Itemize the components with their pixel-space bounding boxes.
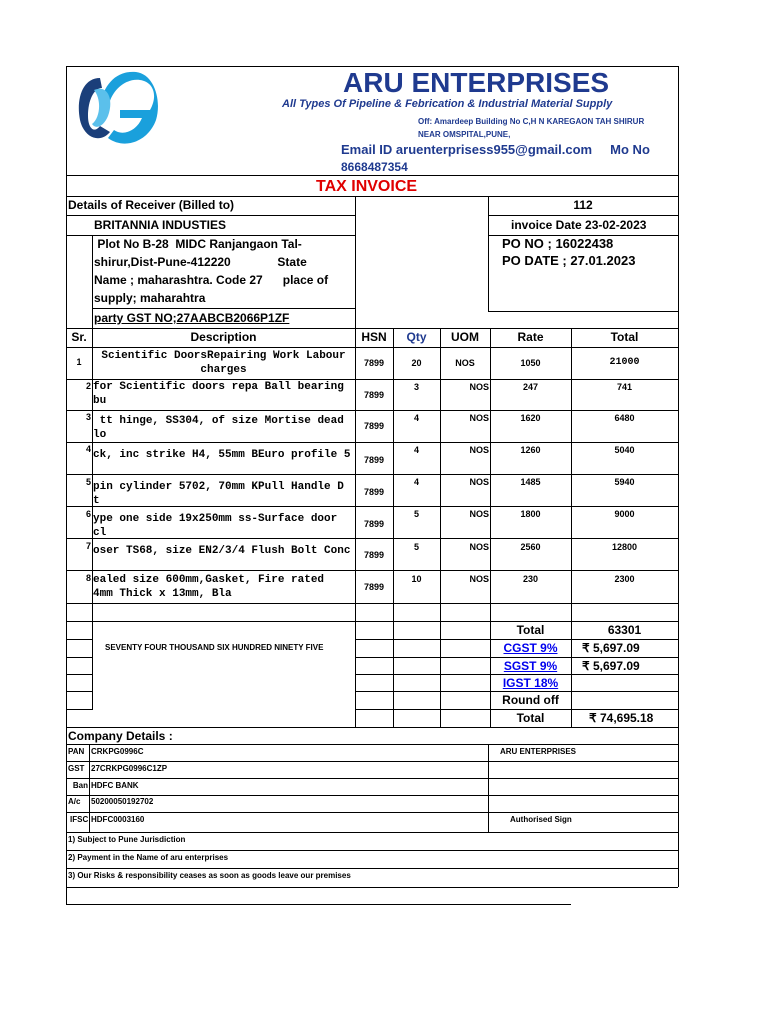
receiver-address-line1: Plot No B-28 MIDC Ranjangaon Tal- [94, 237, 302, 251]
row-total: 741 [616, 382, 633, 392]
receiver-address-line3: Name ; maharashtra. Code 27 place of [94, 273, 329, 287]
receiver-address-line2: shirur,Dist-Pune-412220 State [94, 255, 307, 269]
row-qty: 4 [413, 477, 419, 487]
row-rate: 1050 [520, 358, 541, 368]
igst-label[interactable]: IGST 18% [502, 676, 559, 690]
row-uom: NOS [469, 509, 489, 519]
row-description: oser TS68, size EN2/3/4 Flush Bolt Conc [93, 545, 351, 557]
header-uom: UOM [451, 330, 479, 344]
po-number: PO NO ; 16022438 [502, 236, 614, 251]
row-description: pin cylinder 5702, 70mm KPull Handle D t [93, 481, 344, 507]
row-total: 9000 [614, 509, 635, 519]
receiver-gst: party GST NO;27AABCB2066P1ZF [94, 311, 290, 325]
row-hsn: 7899 [363, 550, 385, 560]
row-sr: 1 [76, 357, 82, 367]
mobile-number: 8668487354 [341, 160, 408, 174]
subtotal-value: 63301 [607, 623, 642, 637]
amount-in-words: SEVENTY FOUR THOUSAND SIX HUNDRED NINETY FIVE [105, 643, 324, 652]
row-hsn: 7899 [363, 358, 385, 368]
account-label: A/c [68, 797, 81, 806]
row-sr: 6 [85, 509, 91, 519]
row-uom: NOS [469, 574, 489, 584]
row-rate: 1800 [520, 509, 541, 519]
row-description: for Scientific doors repa Ball bearing bu [93, 381, 344, 407]
header-hsn: HSN [361, 330, 387, 344]
office-address-line2: NEAR OMSPITAL,PUNE, [418, 130, 511, 139]
bank-label: Ban [72, 781, 88, 790]
row-description: tt hinge, SS304, of size Mortise dead lo [93, 415, 351, 441]
invoice-date: invoice Date 23-02-2023 [511, 218, 647, 232]
row-sr: 7 [85, 541, 91, 551]
row-uom: NOS [469, 413, 489, 423]
receiver-heading: Details of Receiver (Billed to) [68, 198, 235, 212]
row-uom: NOS [469, 445, 489, 455]
row-rate: 2560 [520, 542, 541, 552]
header-total: Total [610, 330, 639, 344]
row-description: ck, inc strike H4, 55mm BEuro profile 5 [93, 449, 351, 461]
company-tagline: All Types Of Pipeline & Febrication & Industrial Material Supply [282, 98, 613, 110]
row-hsn: 7899 [363, 390, 385, 400]
row-uom: NOS [469, 477, 489, 487]
receiver-name: BRITANNIA INDUSTIES [94, 218, 226, 232]
row-description: ealed size 600mm,Gasket, Fire rated 4mm Thick x 13mm, Bla [93, 574, 325, 600]
row-total: 5040 [614, 445, 635, 455]
row-hsn: 7899 [363, 487, 385, 497]
header-description: Description [190, 330, 257, 344]
account-value: 50200050192702 [91, 797, 154, 806]
authorised-sign: Authorised Sign [510, 815, 572, 824]
ifsc-value: HDFC0003160 [91, 815, 145, 824]
header-rate: Rate [517, 330, 544, 344]
terms-line-3: 3) Our Risks & responsibility ceases as soon as goods leave our premises [68, 871, 351, 880]
invoice-number: 112 [573, 198, 593, 212]
row-qty: 5 [413, 509, 419, 519]
row-sr: 2 [85, 381, 91, 391]
email-line: Email ID aruenterprisess955@gmail.com Mo No [341, 142, 650, 157]
row-qty: 4 [413, 445, 419, 455]
row-sr: 3 [85, 412, 91, 422]
row-uom: NOS [469, 382, 489, 392]
company-name: ARU ENTERPRISES [343, 67, 610, 98]
row-total: 2300 [614, 574, 635, 584]
pan-value: CRKPG0996C [91, 747, 144, 756]
subtotal-label: Total [516, 623, 545, 637]
row-hsn: 7899 [363, 582, 385, 592]
row-rate: 1620 [520, 413, 541, 423]
grand-total-value: ₹ 74,695.18 [589, 711, 654, 725]
row-hsn: 7899 [363, 519, 385, 529]
sgst-value: ₹ 5,697.09 [582, 659, 640, 673]
row-rate: 247 [522, 382, 539, 392]
firm-name: ARU ENTERPRISES [500, 747, 577, 756]
row-total: 21000 [609, 357, 640, 368]
row-rate: 1485 [520, 477, 541, 487]
company-logo [70, 70, 160, 150]
ifsc-label: IFSC [70, 815, 89, 824]
row-sr: 5 [85, 477, 91, 487]
row-total: 6480 [614, 413, 635, 423]
row-qty: 3 [413, 382, 419, 392]
po-date: PO DATE ; 27.01.2023 [502, 253, 636, 268]
grand-total-label: Total [516, 711, 545, 725]
gst-label: GST [68, 764, 85, 773]
cgst-label[interactable]: CGST 9% [503, 641, 558, 655]
header-qty: Qty [406, 330, 427, 344]
terms-line-2: 2) Payment in the Name of aru enterprises [68, 853, 229, 862]
row-total: 5940 [614, 477, 635, 487]
row-qty: 5 [413, 542, 419, 552]
row-hsn: 7899 [363, 455, 385, 465]
row-rate: 230 [522, 574, 539, 584]
row-description: ype one side 19x250mm ss-Surface door cl [93, 513, 338, 539]
cgst-value: ₹ 5,697.09 [582, 641, 640, 655]
bank-value: HDFC BANK [91, 781, 139, 790]
row-qty: 4 [413, 413, 419, 423]
receiver-address-line4: supply; maharahtra [94, 291, 206, 305]
row-uom: NOS [455, 358, 475, 368]
pan-label: PAN [68, 747, 85, 756]
terms-line-1: 1) Subject to Pune Jurisdiction [68, 835, 186, 844]
row-total: 12800 [611, 542, 638, 552]
header-sr: Sr. [71, 330, 87, 344]
roundoff-label: Round off [502, 693, 559, 707]
gst-value: 27CRKPG0996C1ZP [91, 764, 168, 773]
row-description: Scientific DoorsRepairing Work Labour charges [101, 350, 346, 376]
invoice-title: TAX INVOICE [316, 178, 418, 195]
row-qty: 10 [411, 574, 422, 584]
sgst-label[interactable]: SGST 9% [503, 659, 558, 673]
row-uom: NOS [469, 542, 489, 552]
row-sr: 8 [85, 573, 91, 583]
row-qty: 20 [411, 358, 422, 368]
row-sr: 4 [85, 444, 91, 454]
row-rate: 1260 [520, 445, 541, 455]
row-hsn: 7899 [363, 421, 385, 431]
office-address-line1: Off: Amardeep Building No C,H N KAREGAON TAH SHIRUR [418, 117, 645, 126]
company-details-heading: Company Details : [68, 729, 173, 743]
